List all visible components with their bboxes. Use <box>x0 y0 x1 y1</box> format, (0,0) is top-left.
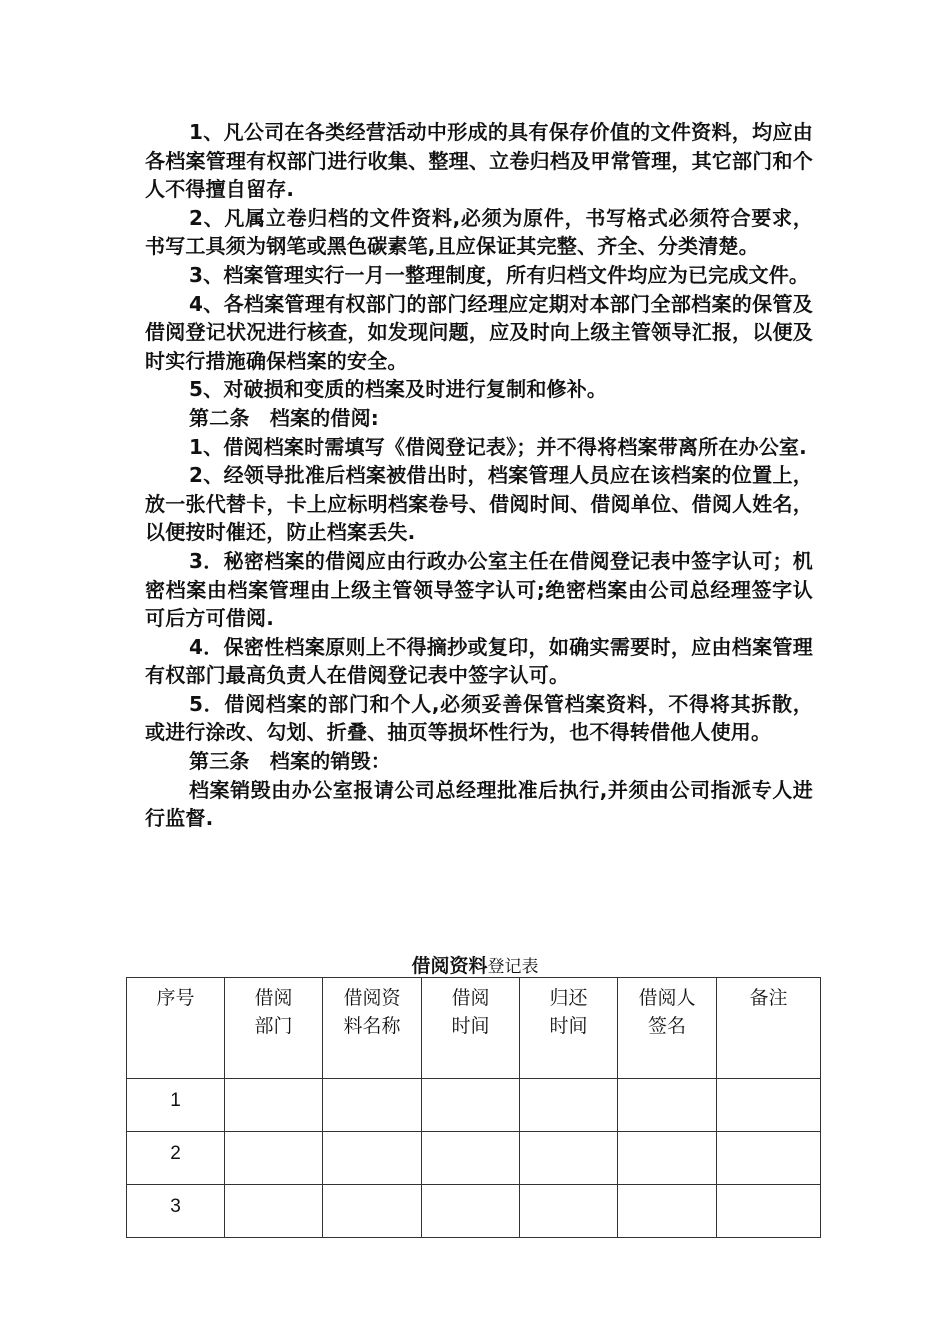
body-text <box>145 118 813 833</box>
table-cell <box>717 1132 821 1185</box>
table-row <box>127 1079 821 1132</box>
table-cell <box>225 1079 323 1132</box>
table-cell <box>618 1132 717 1185</box>
paragraph: 3．秘密档案的借阅应由行政办公室主任在借阅登记表中签字认可；机密档案由档案管理由上级主管领导签字认可;绝密档案由公司总经理签字认可后方可借阅. <box>145 548 813 631</box>
paragraph: 5．借阅档案的部门和个人,必须妥善保管档案资料，不得将其拆散，或进行涂改、勾划、折叠、抽页等损坏性行为，也不得转借他人使用。 <box>145 691 813 745</box>
table-cell <box>323 1079 422 1132</box>
row-number: 1 <box>127 1079 225 1132</box>
borrow-register-table <box>126 977 821 1238</box>
table-cell <box>225 1132 323 1185</box>
header-cell-return-time: 归还 时间 <box>520 978 618 1079</box>
header-cell-borrow-time: 借阅 时间 <box>422 978 520 1079</box>
header-cell-signature: 借阅人 签名 <box>618 978 717 1079</box>
section-heading: 第二条 档案的借阅: <box>189 405 379 430</box>
table-cell <box>520 1132 618 1185</box>
section-heading: 第三条 档案的销毁： <box>189 749 391 774</box>
paragraph: 2、经领导批准后档案被借出时，档案管理人员应在该档案的位置上，放一张代替卡，卡上应标明档案卷号、借阅时间、借阅单位、借阅人姓名，以便按时催还，防止档案丢失. <box>145 463 813 545</box>
header-cell-material: 借阅资 料名称 <box>323 978 422 1079</box>
paragraph: 4、各档案管理有权部门的部门经理应定期对本部门全部档案的保管及借阅登记状况进行核查，如发现问题，应及时向上级主管领导汇报，以便及时实行措施确保档案的安全。 <box>145 291 813 373</box>
header-cell-remarks: 备注 <box>717 978 821 1079</box>
paragraph: 档案销毁由办公室报请公司总经理批准后执行,并须由公司指派专人进行监督. <box>145 777 813 831</box>
table-cell <box>717 1185 821 1238</box>
header-cell-index: 序号 <box>127 978 225 1079</box>
table-title <box>0 954 950 979</box>
table-cell <box>225 1185 323 1238</box>
row-number: 3 <box>127 1185 225 1238</box>
paragraph: 5、对破损和变质的档案及时进行复制和修补。 <box>189 377 608 402</box>
header-cell-dept: 借阅 部门 <box>225 978 323 1079</box>
table-cell <box>520 1185 618 1238</box>
table-cell <box>520 1079 618 1132</box>
table-header-row <box>127 978 821 1079</box>
table-cell <box>422 1079 520 1132</box>
table-cell <box>422 1132 520 1185</box>
paragraph: 3、档案管理实行一月一整理制度，所有归档文件均应为已完成文件。 <box>189 262 810 287</box>
table-cell <box>717 1079 821 1132</box>
row-number: 2 <box>127 1132 225 1185</box>
table-title-normal: 登记表 <box>487 957 539 977</box>
table-cell <box>422 1185 520 1238</box>
paragraph: 1、借阅档案时需填写《借阅登记表》；并不得将档案带离所在办公室. <box>189 434 807 459</box>
table-cell <box>618 1079 717 1132</box>
table-cell <box>618 1185 717 1238</box>
table-title-bold: 借阅资料 <box>411 955 488 977</box>
table-row <box>127 1185 821 1238</box>
table-cell <box>323 1132 422 1185</box>
table-cell <box>323 1185 422 1238</box>
paragraph: 2、凡属立卷归档的文件资料,必须为原件，书写格式必须符合要求，书写工具须为钢笔或黑色碳素笔,且应保证其完整、齐全、分类清楚。 <box>145 205 813 259</box>
paragraph: 4．保密性档案原则上不得摘抄或复印，如确实需要时，应由档案管理有权部门最高负责人在借阅登记表中签字认可。 <box>145 634 813 688</box>
paragraph: 1、凡公司在各类经营活动中形成的具有保存价值的文件资料，均应由各档案管理有权部门进行收集、整理、立卷归档及甲常管理，其它部门和个人不得擅自留存. <box>145 120 813 202</box>
table-row <box>127 1132 821 1185</box>
